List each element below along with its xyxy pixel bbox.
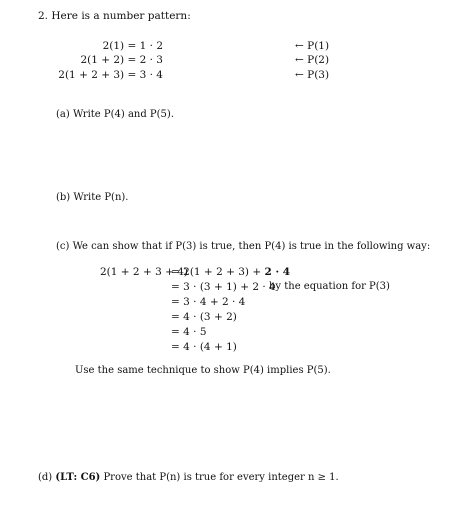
part-d — [38, 471, 339, 485]
part-b-label: (b) — [56, 192, 71, 203]
problem-intro: Here is a number pattern: — [51, 10, 191, 22]
pattern-rhs-2: ← P(2) — [295, 54, 330, 66]
derivation-step-2: = 3 · (3 + 1) + 2 · 4 — [171, 281, 276, 293]
derivation-step-4: = 4 · (3 + 2) — [171, 311, 237, 323]
part-a — [56, 108, 174, 122]
pattern-rhs-1: ← P(1) — [295, 40, 330, 52]
pattern-lhs-3: 2(1 + 2 + 3) = 3 · 4 — [58, 69, 163, 81]
derivation-step-3: = 3 · 4 + 2 · 4 — [171, 296, 246, 308]
derivation-step-6: = 4 · (4 + 1) — [171, 341, 237, 353]
pattern-rhs-3: ← P(3) — [295, 69, 330, 81]
part-a-text: Write P(4) and P(5). — [72, 109, 175, 120]
part-c-instruction: Use the same technique to show P(4) implies P(5). — [75, 365, 331, 376]
derivation-step-5: = 4 · 5 — [171, 326, 207, 338]
problem-number: 2. — [38, 10, 49, 22]
part-c-text: We can show that if P(3) is true, then P(4) is true in the following way: — [72, 241, 431, 252]
part-c — [56, 240, 430, 254]
part-a-label: (a) — [56, 109, 70, 120]
part-b — [56, 191, 128, 205]
part-b-text: Write P(n). — [73, 192, 129, 203]
derivation-step-1: = 2(1 + 2 + 3) + 2 · 4 — [171, 266, 291, 278]
problem-header — [38, 9, 191, 23]
derivation-lhs: 2(1 + 2 + 3 + 4) — [100, 266, 189, 278]
derivation-bold-term: 2 · 4 — [264, 266, 291, 278]
pattern-lhs-2: 2(1 + 2) = 2 · 3 — [80, 54, 163, 66]
part-d-text: Prove that P(n) is true for every integer n ≥ 1. — [103, 472, 339, 483]
part-d-label: (d) — [38, 472, 53, 483]
part-c-label: (c) — [56, 241, 70, 252]
pattern-lhs-1: 2(1) = 1 · 2 — [102, 40, 163, 52]
part-d-tag: (LT: C6) — [55, 472, 101, 483]
derivation-note: by the equation for P(3) — [269, 281, 390, 292]
